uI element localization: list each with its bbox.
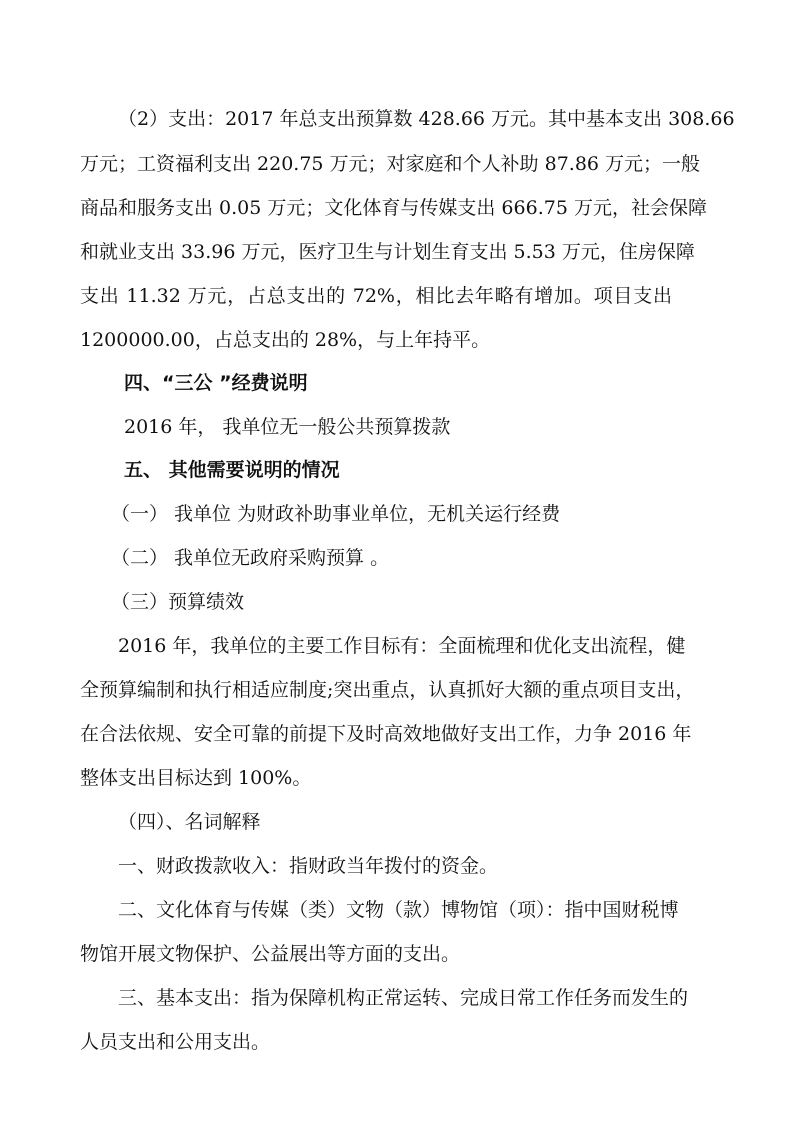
term-three-line-1: 三、基本支出：指为保障机构正常运转、完成日常工作任务而发生的 <box>118 987 689 1009</box>
section-four-heading: 四、“三公 ”经费说明 <box>124 372 308 394</box>
section-five-item-three: （三）预算绩效 <box>111 591 245 613</box>
section-five-item-two: （二） 我单位无政府采购预算 。 <box>111 547 390 569</box>
budget-expenditure-line-4: 和就业支出 33.96 万元，医疗卫生与计划生育支出 5.53 万元，住房保障 <box>80 241 695 263</box>
section-four-text: 2016 年， 我单位无一般公共预算拨款 <box>124 416 451 438</box>
budget-expenditure-line-3: 商品和服务支出 0.05 万元；文化体育与传媒支出 666.75 万元，社会保障 <box>80 197 707 219</box>
budget-expenditure-line-5: 支出 11.32 万元，占总支出的 72%，相比去年略有增加。项目支出 <box>80 285 672 307</box>
term-two-line-2: 物馆开展文物保护、公益展出等方面的支出。 <box>80 943 461 965</box>
terms-heading: （四）、名词解释 <box>118 811 261 833</box>
section-five-heading: 五、 其他需要说明的情况 <box>124 459 340 481</box>
budget-expenditure-line-1: （2）支出：2017 年总支出预算数 428.66 万元。其中基本支出 308.66 <box>118 108 735 130</box>
term-one: 一、财政拨款收入：指财政当年拨付的资金。 <box>118 855 499 877</box>
performance-line-4: 整体支出目标达到 100%。 <box>80 767 312 789</box>
performance-line-1: 2016 年，我单位的主要工作目标有：全面梳理和优化支出流程，健 <box>118 635 686 657</box>
budget-expenditure-line-6: 1200000.00，占总支出的 28%，与上年持平。 <box>80 329 491 351</box>
term-two-line-1: 二、文化体育与传媒（类）文物（款）博物馆（项）：指中国财税博 <box>118 899 679 921</box>
performance-line-2: 全预算编制和执行相适应制度;突出重点，认真抓好大额的重点项目支出， <box>80 679 695 701</box>
performance-line-3: 在合法依规、安全可靠的前提下及时高效地做好支出工作，力争 2016 年 <box>80 723 692 745</box>
section-five-item-one: （一） 我单位 为财政补助事业单位，无机关运行经费 <box>111 503 561 525</box>
budget-expenditure-line-2: 万元；工资福利支出 220.75 万元；对家庭和个人补助 87.86 万元；一般 <box>80 153 701 175</box>
term-three-line-2: 人员支出和公用支出。 <box>80 1031 271 1053</box>
